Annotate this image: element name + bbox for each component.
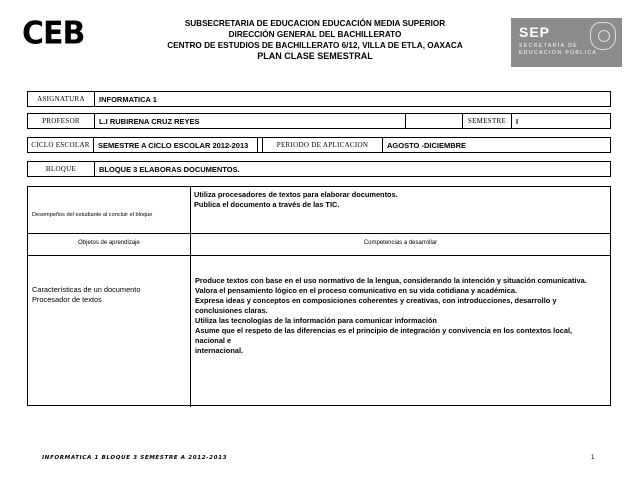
semestre-value: I [516, 116, 519, 126]
ciclo-row [27, 137, 611, 153]
profesor-label: PROFESOR [28, 114, 95, 128]
ciclo-value: SEMESTRE A CICLO ESCOLAR 2012-2013 [94, 138, 258, 152]
periodo-label: PERIODO DE APLICACION [263, 138, 383, 152]
asignatura-value: INFORMATICA 1 [99, 94, 157, 104]
desempeno-item: Utiliza procesadores de textos para elaborar documentos. [194, 190, 398, 199]
objetos-list [32, 285, 140, 305]
plan-table [27, 186, 611, 406]
bloque-label: BLOQUE [28, 162, 95, 176]
profesor-row [27, 113, 611, 129]
periodo-value: AGOSTO -DICIEMBRE [387, 140, 467, 150]
desempenos-row [28, 187, 610, 234]
objeto-item: Procesador de textos [32, 295, 102, 304]
asignatura-row [27, 91, 611, 107]
ciclo-label: CICLO ESCOLAR [28, 138, 94, 152]
desempenos-label: Desempeños del estudiante al concluir el bloque [32, 212, 153, 218]
sep-logo-sub1: SECRETARÍA DE [519, 43, 579, 49]
ceb-logo: CEB [22, 15, 85, 52]
competencias-list [195, 276, 607, 356]
asignatura-label: ASIGNATURA [28, 92, 95, 106]
semestre-label: SEMESTRE [462, 114, 512, 128]
bloque-value: BLOQUE 3 ELABORAS DOCUMENTOS. [99, 164, 240, 174]
sep-logo-sub2: EDUCACIÓN PÚBLICA [519, 50, 598, 56]
competencia-item: nacional e [195, 336, 232, 345]
competencias-header: Competencias a desarrollar [363, 240, 438, 246]
competencia-item: internacional. [195, 346, 244, 355]
competencia-item: Asume que el respeto de las diferencias es el principio de integración y convivencia en los contextos local, [195, 326, 573, 335]
competencia-item: Utiliza las tecnologías de la información para comunicar información [195, 316, 437, 325]
competencia-item: Produce textos con base en el uso normativo de la lengua, considerando la intención y situación comunicativa. [195, 276, 587, 285]
footer-text: INFORMATICA 1 BLOQUE 3 SEMESTRE A 2012-2013 [42, 455, 228, 461]
competencia-item: Expresa ideas y conceptos en composiciones coherentes y creativas, con introducciones, desarrollo y [195, 296, 557, 305]
desempenos-list [194, 190, 398, 210]
header-line-1: SUBSECRETARIA DE EDUCACION EDUCACIÓN MEDIA SUPERIOR [184, 19, 446, 28]
page-number: 1 [591, 455, 595, 461]
sep-logo-title: SEP [519, 24, 551, 40]
bloque-row [27, 161, 611, 177]
header-plan-title: PLAN CLASE SEMESTRAL [257, 51, 373, 61]
objetos-header: Objetos de aprendizaje [78, 240, 140, 246]
profesor-value: L.I RUBIRENA CRUZ REYES [95, 114, 406, 128]
competencia-item: conclusiones claras. [195, 306, 268, 315]
header-line-2: DIRECCIÓN GENERAL DEL BACHILLERATO [228, 30, 402, 39]
competencia-item: Valora el pensamiento lógico en el proceso comunicativo en su vida cotidiana y académica. [195, 286, 518, 295]
sep-logo [511, 18, 622, 67]
objeto-item: Características de un documento [32, 285, 141, 294]
desempeno-item: Publica el documento a través de las TIC. [194, 200, 340, 209]
table-header-row [28, 233, 610, 256]
header-line-3: CENTRO DE ESTUDIOS DE BACHILLERATO 6/12, VILLA DE ETLA, OAXACA [167, 41, 463, 50]
document-header [150, 18, 480, 62]
